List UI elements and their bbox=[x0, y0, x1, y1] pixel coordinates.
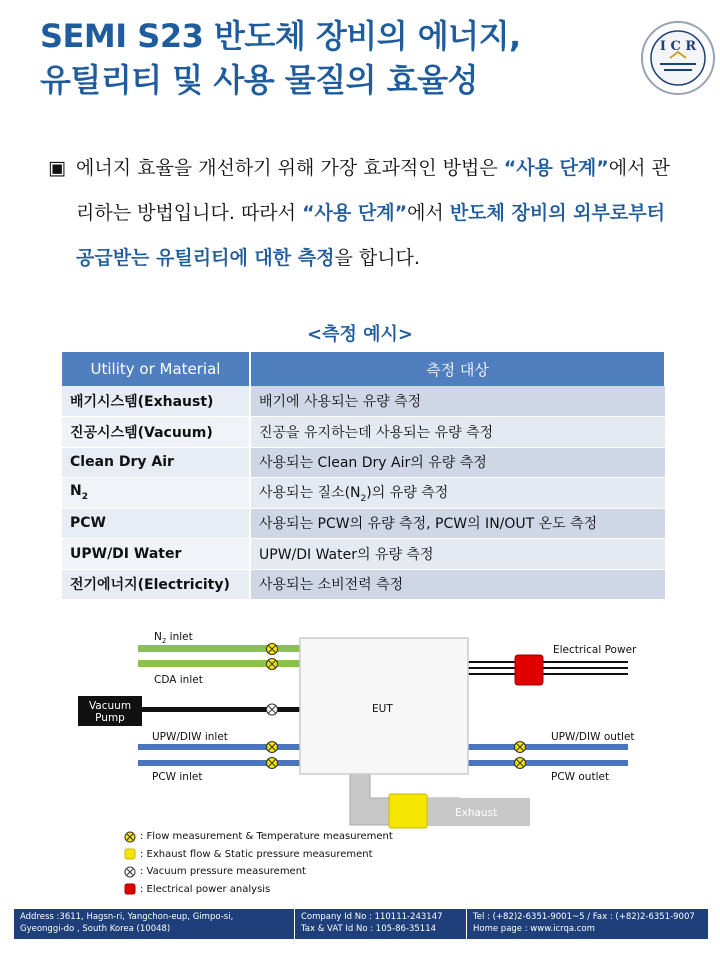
footer bbox=[14, 909, 708, 939]
table-cell-target: 사용되는 질소$(N_2)$의 유량 측정 bbox=[250, 478, 665, 509]
vacuum-pump-label-2: Pump bbox=[95, 712, 125, 724]
para-highlight-3: 반도체 장비의 외부로부터 공급받는 유틸리티에 대한 측정 bbox=[76, 202, 665, 269]
flow-meter-icon bbox=[267, 758, 278, 769]
table-cell-target: 사용되는 Clean Dry Air의 유량 측정 bbox=[250, 447, 665, 478]
diagram-legend bbox=[124, 828, 393, 898]
measurement-table bbox=[62, 352, 666, 600]
para-text-2: 에서 관리하는 방법입니다. 따라서 bbox=[76, 157, 670, 224]
flow-meter-icon bbox=[515, 758, 526, 769]
table-cell-target: 사용되는 PCW의 유량 측정, PCW의 IN/OUT 온도 측정 bbox=[250, 508, 665, 539]
title-line-1: SEMI S23 반도체 장비의 에너지, bbox=[40, 17, 521, 55]
eut-label: EUT bbox=[372, 703, 393, 715]
table-cell-target: UPW/DI Water의 유량 측정 bbox=[250, 539, 665, 570]
table-cell-utility: UPW/DI Water bbox=[62, 539, 250, 570]
para-text-4: 을 합니다. bbox=[334, 247, 420, 269]
footer-contact: Tel : (+82)2-6351-9001~5 / Fax : (+82)2-6351-9007 Home page : www.icrqa.com bbox=[466, 909, 708, 939]
n2-inlet-label: $N_2$ inlet bbox=[154, 631, 193, 645]
exhaust-meter-box bbox=[389, 794, 427, 828]
vacuum-gauge-icon bbox=[267, 704, 278, 715]
table-cell-utility: Clean Dry Air bbox=[62, 447, 250, 478]
page-title bbox=[40, 14, 640, 102]
table-row bbox=[62, 569, 665, 600]
table-row bbox=[62, 386, 665, 417]
upw-inlet-label: UPW/DIW inlet bbox=[152, 731, 228, 743]
table-row bbox=[62, 508, 665, 539]
flow-meter-icon bbox=[515, 742, 526, 753]
table-cell-utility: PCW bbox=[62, 508, 250, 539]
table-cell-utility: 전기에너지(Electricity) bbox=[62, 569, 250, 600]
table-row bbox=[62, 417, 665, 448]
table-row bbox=[62, 447, 665, 478]
vacuum-pump-label-1: Vacuum bbox=[88, 700, 132, 712]
intro-paragraph bbox=[48, 146, 678, 281]
table-cell-target: 진공을 유지하는데 사용되는 유량 측정 bbox=[250, 417, 665, 448]
bullet-icon: ▣ bbox=[48, 157, 66, 179]
flow-meter-icon bbox=[267, 644, 278, 655]
table-row bbox=[62, 478, 665, 509]
para-text-3: 에서 bbox=[407, 202, 450, 224]
power-analyzer-box bbox=[515, 655, 543, 685]
exhaust-meter-icon bbox=[124, 848, 136, 860]
table-header-row bbox=[62, 352, 665, 386]
table-header-target: 측정 대상 bbox=[250, 352, 665, 386]
pcw-inlet-label: PCW inlet bbox=[152, 771, 203, 783]
para-text-1: 에너지 효율을 개선하기 위해 가장 효과적인 방법은 bbox=[76, 157, 504, 179]
flow-meter-icon bbox=[267, 742, 278, 753]
legend-item-exhaust: : Exhaust flow & Static pressure measurement bbox=[124, 846, 393, 864]
power-analyzer-icon bbox=[124, 883, 136, 895]
flow-meter-icon bbox=[124, 831, 136, 843]
table-cell-utility: 배기시스템(Exhaust) bbox=[62, 386, 250, 417]
logo-text: I C R bbox=[659, 39, 697, 54]
upw-outlet-pipe bbox=[468, 744, 628, 750]
table-cell-utility: $N_2$ bbox=[62, 478, 250, 509]
table-cell-target: 사용되는 소비전력 측정 bbox=[250, 569, 665, 600]
legend-item-power: : Electrical power analysis bbox=[124, 881, 393, 899]
exhaust-label: Exhaust bbox=[455, 807, 498, 819]
cda-inlet-label: CDA inlet bbox=[154, 674, 203, 686]
homepage-link[interactable]: Home page : www.icrqa.com bbox=[473, 923, 595, 934]
legend-item-vacuum: : Vacuum pressure measurement bbox=[124, 863, 393, 881]
electrical-power-label: Electrical Power bbox=[553, 644, 637, 656]
title-line-2: 유틸리티 및 사용 물질의 효율성 bbox=[40, 61, 478, 99]
footer-company: Company Id No : 110111-243147 Tax & VAT Id No : 105-86-35114 bbox=[294, 909, 466, 939]
table-header-utility: Utility or Material bbox=[62, 352, 250, 386]
pcw-outlet-label: PCW outlet bbox=[551, 771, 610, 783]
icr-logo bbox=[640, 20, 716, 96]
footer-address: Address :3611, Hagsn-ri, Yangchon-eup, Gimpo-si, Gyeonggi-do , South Korea (10048) bbox=[20, 912, 234, 934]
table-cell-target: 배기에 사용되는 유량 측정 bbox=[250, 386, 665, 417]
table-cell-utility: 진공시스템(Vacuum) bbox=[62, 417, 250, 448]
table-row bbox=[62, 539, 665, 570]
legend-item-flow: : Flow measurement & Temperature measurement bbox=[124, 828, 393, 846]
para-highlight-1: “사용 단계” bbox=[503, 157, 609, 179]
vacuum-gauge-icon bbox=[124, 866, 136, 878]
flow-meter-icon bbox=[267, 659, 278, 670]
upw-outlet-label: UPW/DIW outlet bbox=[551, 731, 635, 743]
example-title: <측정 예시> bbox=[307, 324, 413, 345]
pcw-outlet-pipe bbox=[468, 760, 628, 766]
para-highlight-2: “사용 단계” bbox=[302, 202, 408, 224]
